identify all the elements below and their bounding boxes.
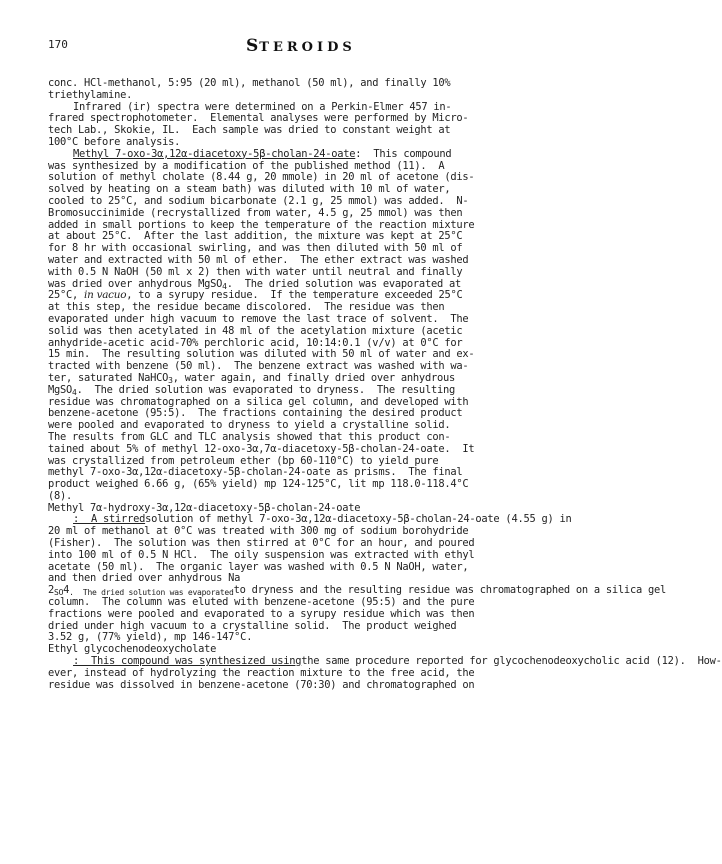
text-run: was dried over anhydrous MgSO — [48, 277, 223, 290]
subscript: 4 — [72, 387, 77, 397]
journal-title-rest: TEROIDS — [259, 40, 356, 55]
text-line: tech Lab., Skokie, IL. Each sample was dried to constant weight at — [48, 124, 451, 137]
text-run: : This compound — [355, 147, 452, 160]
text-run: ter, saturated NaHCO — [48, 371, 169, 384]
text-line: 15 min. The resulting solution was diluted with 50 ml of water and ex- — [48, 348, 475, 361]
text-run: . The dried solution was evaporated at — [226, 277, 461, 290]
text-run: 25°C, — [48, 289, 85, 302]
page-number: 170 — [48, 38, 68, 51]
text-line: conc. HCl-methanol, 5:95 (20 ml), methanol (50 ml), and finally 10% — [48, 77, 451, 89]
text-line: tained about 5% of methyl 12-oxo-3α,7α-diacetoxy-5β-cholan-24-oate. It — [48, 442, 475, 455]
subscript: SO — [54, 588, 64, 598]
text-line: product weighed 6.66 g, (65% yield) mp 124-125°C, lit mp 118.0-118.4°C — [48, 478, 469, 491]
compound-heading: Methyl 7-oxo-3α,12α-diacetoxy-5β-cholan-24-oate — [73, 147, 356, 160]
text-line: methyl 7-oxo-3α,12α-diacetoxy-5β-cholan-24-oate as prisms. The final — [48, 466, 463, 479]
text-line: residue was dissolved in benzene-acetone (70:30) and chromatographed on — [48, 678, 475, 691]
text-run: to dryness and the resulting residue was chromatographed on a silica gel — [233, 584, 666, 597]
compound-heading: : This compound was synthesized using — [73, 655, 302, 668]
paragraph-elution — [48, 78, 544, 102]
text-line: Infrared (ir) spectra were determined on a Perkin-Elmer 457 in- — [73, 100, 452, 113]
text-run: 4 — [63, 584, 70, 597]
text-line: benzene-acetone (95:5). The fractions containing the desired product — [48, 407, 463, 420]
text-line: Ethyl glycochenodeoxycholate — [48, 643, 217, 656]
text-line: acetate (50 ml). The organic layer was washed with 0.5 N NaOH, water, — [48, 560, 469, 573]
text-line: with 0.5 N NaOH (50 ml x 2) then with water until neutral and finally — [48, 265, 463, 278]
paragraph-instruments — [48, 102, 544, 149]
text-run: . The dried solution was evaporated to dryness. The resulting — [76, 383, 455, 396]
text-line: triethylamine. — [48, 88, 133, 101]
subscript: . The dried solution was evaporated — [69, 588, 234, 598]
text-line: tracted with benzene (50 ml). The benzene extract was washed with wa- — [48, 360, 469, 373]
text-line: The results from GLC and TLC analysis showed that this product con- — [48, 430, 451, 443]
paragraph-7-oxo-synthesis — [48, 149, 544, 515]
text-line: solid was then acetylated in 48 ml of the acetylation mixture (acetic — [48, 324, 463, 337]
text-line: at about 25°C. After the last addition, the mixture was kept at 25°C — [48, 230, 463, 243]
text-line: (8). — [48, 489, 73, 502]
text-run: , water again, and finally dried over anhydrous — [172, 371, 455, 384]
text-line: 3.52 g, (77% yield), mp 146-147°C. — [48, 631, 253, 644]
text-line: solution of methyl cholate (8.44 g, 20 mmole) in 20 ml of acetone (dis- — [48, 171, 475, 184]
journal-title-initial: S — [246, 36, 260, 56]
paragraph-7-hydroxy-synthesis — [48, 513, 666, 656]
text-line: evaporated under high vacuum to remove the last trace of solvent. The — [48, 312, 469, 325]
text-line: water and extracted with 50 ml of ether. The ether extract was washed — [48, 253, 469, 266]
text-line: was synthesized by a modification of the published method (11). A — [48, 159, 445, 172]
text-line: were pooled and evaporated to dryness to yield a crystalline solid. — [48, 419, 451, 432]
italic-term: in vacuo — [84, 289, 127, 302]
text-line: added in small portions to keep the temperature of the reaction mixture — [48, 218, 475, 231]
text-line: ever, instead of hydrolyzing the reaction mixture to the free acid, the — [48, 666, 475, 679]
text-line: dried under high vacuum to a crystalline solid. The product weighed — [48, 619, 457, 632]
text-line — [48, 149, 544, 161]
paragraph-ethyl-glycochenodeoxycholate — [48, 655, 722, 691]
text-run: the same procedure reported for glycochenodeoxycholic acid (12). How- — [301, 655, 722, 668]
text-line: anhydride-acetic acid-70% perchloric acid, 10:14:0.1 (v/v) at 0°C for — [48, 336, 463, 349]
text-line: cooled to 25°C, and sodium bicarbonate (2.1 g, 25 mmol) was added. N- — [48, 194, 469, 207]
text-line: (Fisher). The solution was then stirred at 0°C for an hour, and poured — [48, 537, 475, 550]
compound-heading: : A stirred — [73, 513, 146, 526]
text-line: was crystallized from petroleum ether (bp 60-110°C) to yield pure — [48, 454, 439, 467]
text-line: fractions were pooled and evaporated to a syrupy residue which was then — [48, 607, 475, 620]
text-line: residue was chromatographed on a silica gel column, and developed with — [48, 395, 469, 408]
text-line: at this step, the residue became discolored. The residue was then — [48, 301, 445, 314]
text-line: for 8 hr with occasional swirling, and was then diluted with 50 ml of — [48, 242, 463, 255]
text-line: Bromosuccinimide (recrystallized from water, 4.5 g, 25 mmol) was then — [48, 206, 463, 219]
text-line: 20 ml of methanol at 0°C was treated with 300 mg of sodium borohydride — [48, 525, 469, 538]
text-line: 100°C before analysis. — [48, 135, 181, 148]
subscript: 4 — [222, 281, 227, 291]
page-header — [48, 36, 528, 56]
text-line: frared spectrophotometer. Elemental analyses were performed by Micro- — [48, 112, 469, 125]
text-line: into 100 ml of 0.5 N HCl. The oily suspension was extracted with ethyl — [48, 548, 475, 561]
text-run: solution of methyl 7-oxo-3α,12α-diacetoxy-5β-cholan-24-oate (4.55 g) in — [145, 513, 572, 526]
subscript: 3 — [168, 375, 173, 385]
journal-title — [246, 36, 356, 56]
text-run: , to a syrupy residue. If the temperature exceeded 25°C — [126, 289, 463, 302]
text-line: and then dried over anhydrous Na — [48, 572, 241, 585]
text-run: MgSO — [48, 383, 73, 396]
article-body — [48, 77, 722, 691]
text-line: Methyl 7α-hydroxy-3α,12α-diacetoxy-5β-cholan-24-oate — [48, 501, 361, 514]
text-line — [48, 385, 544, 397]
text-line: solved by heating on a steam bath) was diluted with 10 ml of water, — [48, 183, 451, 196]
text-line: column. The column was eluted with benzene-acetone (95:5) and the pure — [48, 596, 475, 609]
text-run: 2 — [48, 584, 55, 597]
